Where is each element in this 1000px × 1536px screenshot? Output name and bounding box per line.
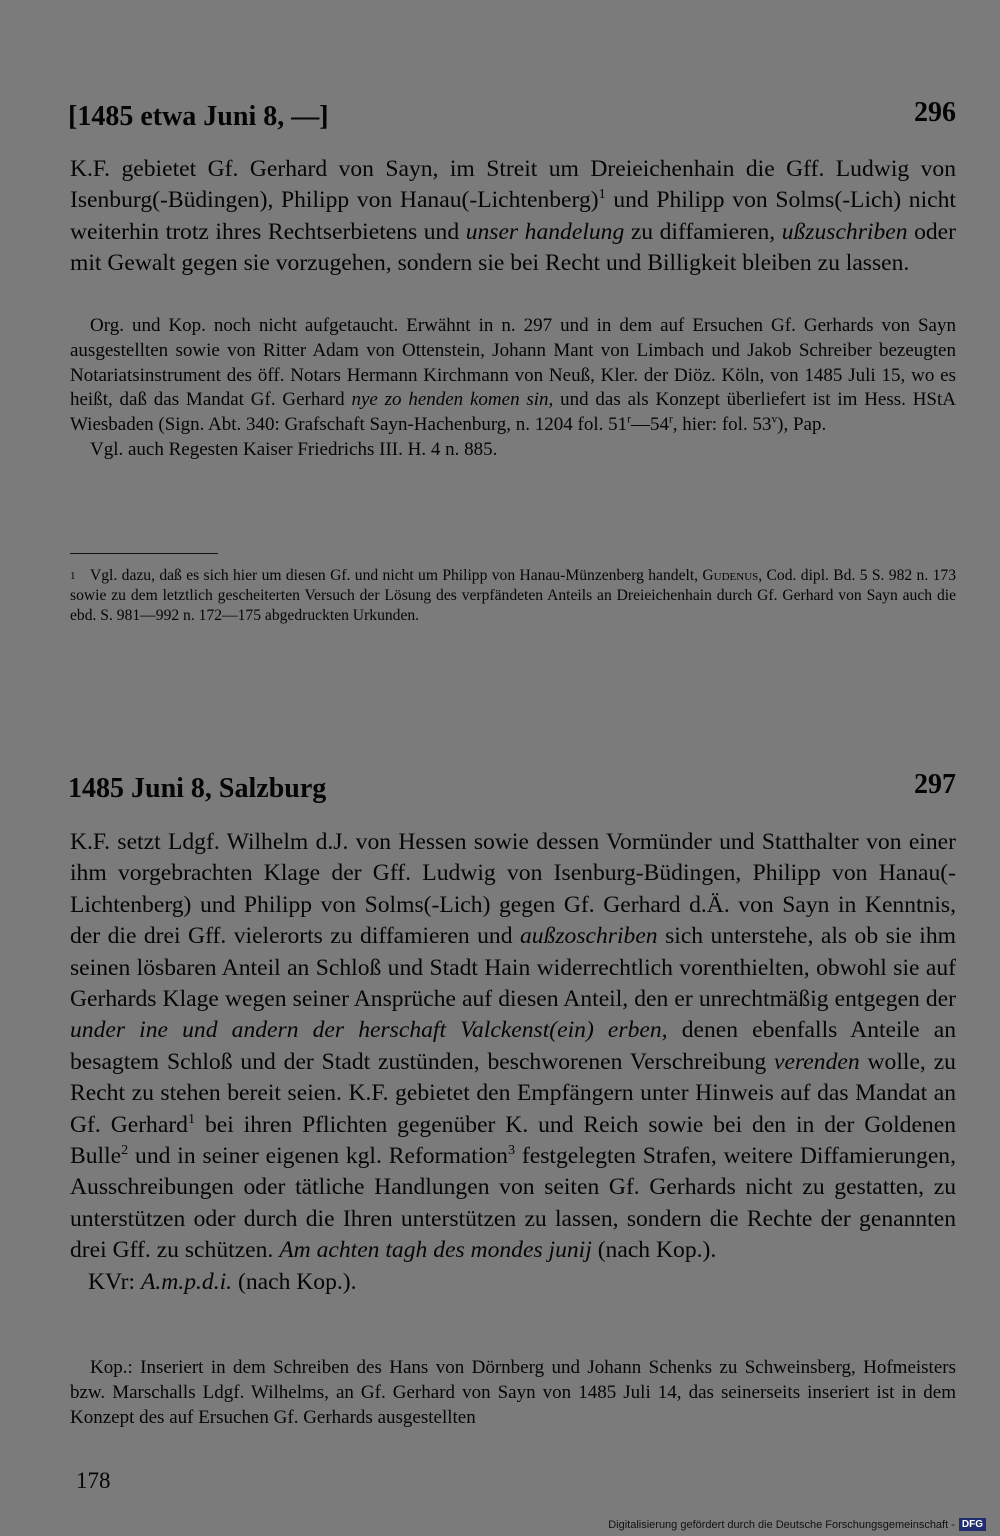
text-segment: under ine und andern der herschaft Valckenst(ein) erben, — [70, 1017, 668, 1044]
footer-text: Digitalisierung gefördert durch die Deutsche Forschungsgemeinschaft - — [608, 1518, 955, 1531]
text-segment: KVr: — [88, 1268, 141, 1295]
text-segment: , Cod. dipl. Bd. 5 S. 982 n. 173 sowie zu dem letztlich gescheiterten Versuch der Lösung des verpfändeten Anteils an Dreieichenhain durch Gf. Gerhard von Sayn auch die ebd. S. 981—992 n. 172—175 abgedruckten Urkunden. — [70, 567, 956, 625]
text-segment: bei ihren Pflichten gegenüber K. und Reich sowie bei den in der Goldenen Bulle — [70, 1111, 956, 1170]
text-segment: sich unterstehe, als ob sie ihm seinen lösbaren Anteil an Schloß und Stadt Hain widerrechtlich vorenthielten, obwohl sie auf Gerhards Klage wegen seiner Ansprüche auf diesen Anteil, den er unrechtmäßig entgegen der — [70, 923, 956, 1013]
text-segment: Gudenus — [702, 567, 759, 584]
text-segment: ), Pap. — [777, 414, 827, 436]
dfg-logo: DFG — [959, 1518, 986, 1531]
text-segment: K.F. setzt Ldgf. Wilhelm d.J. von Hessen sowie dessen Vormünder und Statthalter von einer ihm vorgebrachten Klage der Gff. Ludwig von Isenburg-Büdingen, Philipp von Hanau(-Lichtenberg) und Philipp von Solms(-Lich) gegen Gf. Gerhard d.Ä. von Sayn in Kenntnis, der die drei Gff. vielerorts zu diffamieren und — [70, 829, 956, 950]
footnote-ref: 2 — [121, 1142, 129, 1159]
page-number: 178 — [76, 1468, 111, 1493]
text-segment: zu diffamieren, — [624, 218, 782, 245]
footnote-ref: r — [627, 413, 631, 426]
entry-297-header — [68, 769, 956, 806]
footnote-text — [70, 567, 956, 624]
text-segment: und das als Konzept überliefert ist im Hess. HStA Wiesbaden (Sign. Abt. 340: Grafschaft Sayn-Hachenburg, n. 1204 fol. 51 — [70, 389, 956, 436]
entry-296-header — [68, 97, 956, 134]
footnote-ref: r — [668, 413, 673, 426]
text-segment: festgelegten Strafen, weitere Diffamierungen, Ausschreibungen oder tätliche Handlungen von seiten Gf. Gerhards nicht zu gestatten, zu unterstützen oder durch die Ihren unterstützen zu lassen, sondern die Rechte der genannten drei Gff. zu schützen. — [70, 1143, 957, 1264]
text-segment: A.m.p.d.i. — [140, 1268, 233, 1295]
entry-297-kop-note: Kop.: Inseriert in dem Schreiben des Hans von Dörnberg und Johann Schenks zu Schweinsberg, Hofmeisters bzw. Marschalls Ldgf. Wilhelms, an Gf. Gerhard von Sayn von 1485 Juli 14, das seinerseits inseriert ist in dem Konzept des auf Ersuchen Gf. Gerhards ausgestellten — [70, 1357, 956, 1428]
text-segment: wolle, zu Recht zu stehen bereit seien. K.F. gebietet den Empfängern unter Hinweis auf das Mandat an Gf. Gerhard — [70, 1048, 956, 1138]
entry-296-summary — [70, 154, 956, 280]
text-segment: Org. und Kop. noch nicht aufgetaucht. Erwähnt in n. 297 und in dem auf Ersuchen Gf. Gerhards von Sayn ausgestellten sowie von Ritter Adam von Ottenstein, Johann Mant von Limbach und Jakob Schreiber bezeugten Notariatsinstrument des öff. Notars Hermann Kirchmann von Neuß, Kler. der Diöz. Köln, von 1485 Juli 15, wo es heißt, daß das Mandat Gf. Gerhard — [70, 315, 956, 411]
entry-296-number: 296 — [914, 97, 956, 128]
entry-297-date-heading: 1485 Juni 8, Salzburg — [68, 773, 327, 804]
digitization-footer — [608, 1518, 986, 1531]
text-segment: außzoschriben — [519, 923, 658, 950]
text-segment: —54 — [630, 414, 669, 436]
entry-296-notes — [70, 314, 956, 463]
footnote-divider — [70, 553, 218, 554]
text-segment: verenden — [774, 1048, 860, 1075]
text-segment: , hier: fol. 53 — [672, 414, 772, 436]
entry-296-tradition-note — [70, 314, 956, 438]
entry-297-notes — [70, 1356, 956, 1430]
text-segment: K.F. gebietet Gf. Gerhard von Sayn, im Streit um Dreieichenhain die Gff. Ludwig von Isenburg(-Büdingen), Philipp von Hanau(-Lichtenberg) — [70, 156, 956, 214]
footnote-ref: 1 — [187, 1110, 196, 1127]
footnote-marker: 1 — [70, 570, 76, 582]
text-segment: oder mit Gewalt gegen sie vorzugehen, sondern sie bei Recht und Billigkeit bleiben zu lassen. — [70, 218, 956, 277]
text-segment: Am achten tagh des mondes junij — [279, 1237, 592, 1264]
text-segment: unser handelung — [465, 218, 625, 245]
text-segment: ußzuschriben — [781, 218, 908, 245]
entry-297-number: 297 — [914, 769, 956, 800]
footnote-ref: 1 — [598, 186, 606, 203]
footnote-ref: 3 — [507, 1142, 516, 1159]
text-segment: (nach Kop.). — [232, 1268, 357, 1295]
entry-297-summary — [70, 827, 956, 1298]
footnote-ref: v — [771, 413, 778, 426]
entry-296-footnote — [70, 566, 956, 627]
text-segment: Vgl. dazu, daß es sich hier um diesen Gf. und nicht um Philipp von Hanau-Münzenberg handelt, — [90, 567, 703, 584]
text-segment: und Philipp von Solms(-Lich) nicht weiterhin trotz ihres Rechtserbietens und — [70, 187, 956, 245]
text-segment: denen ebenfalls Anteile an besagtem Schloß und der Stadt zustünden, beschworenen Verschreibung — [70, 1017, 957, 1075]
text-segment: (nach Kop.). — [591, 1237, 717, 1264]
entry-296-regesten-note: Vgl. auch Regesten Kaiser Friedrichs III. H. 4 n. 885. — [90, 438, 498, 460]
entry-296-date-heading: [1485 etwa Juni 8, —] — [68, 101, 329, 132]
entry-297-summary-text — [70, 827, 956, 1267]
text-segment: nye zo henden komen sin, — [351, 389, 554, 411]
entry-297-kvr — [70, 1267, 956, 1298]
text-segment: und in seiner eigenen kgl. Reformation — [128, 1143, 508, 1170]
